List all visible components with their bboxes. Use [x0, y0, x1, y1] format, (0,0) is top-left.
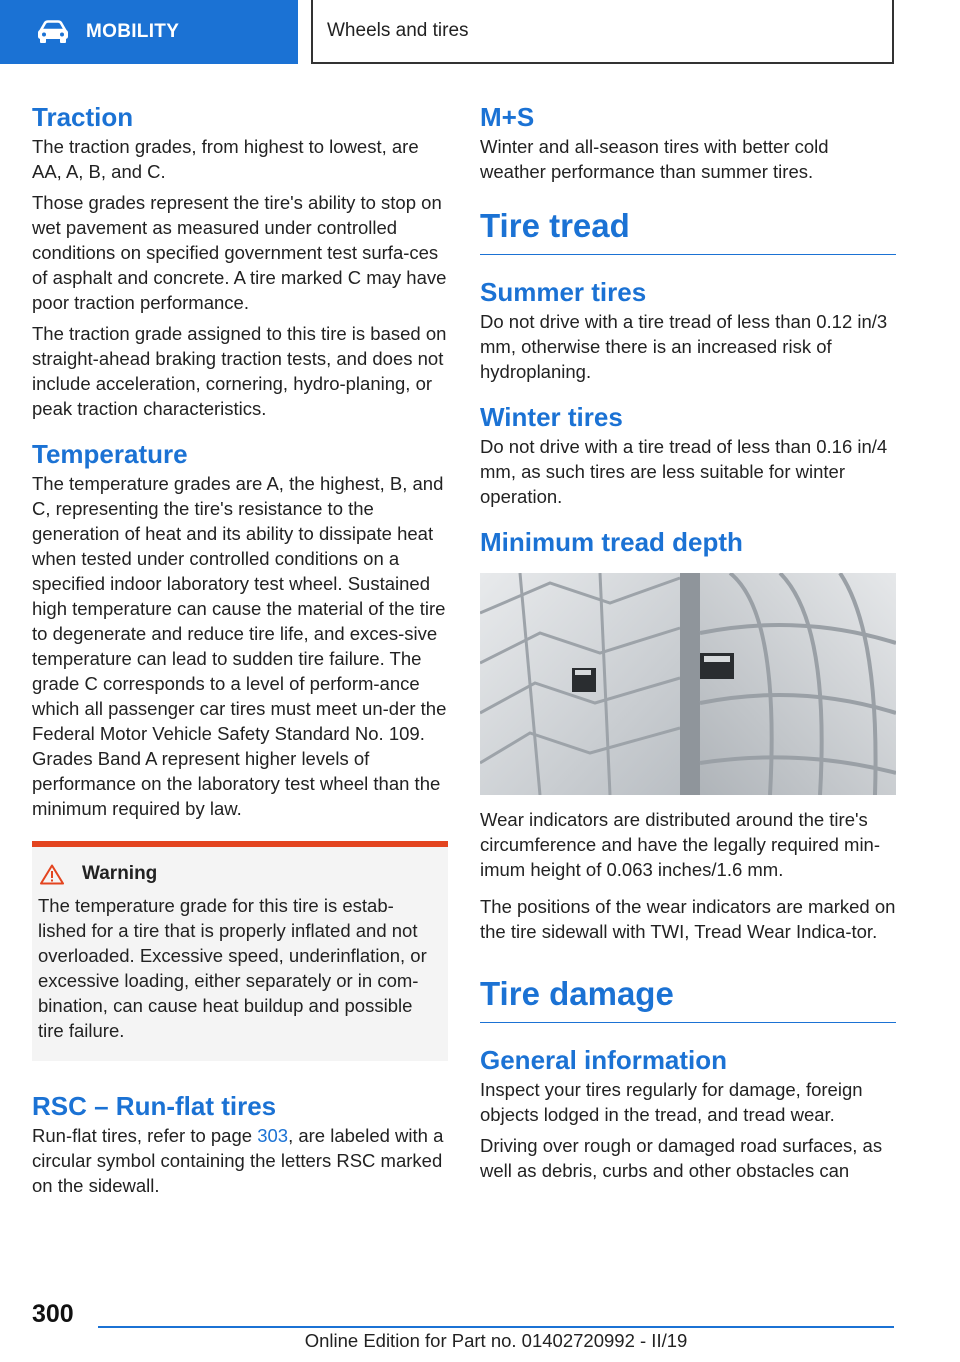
warning-box — [32, 847, 448, 1061]
rsc-text-after: , are labeled with a circular symbol containing the letters RSC marked on the sidewall. — [32, 1125, 444, 1196]
tire-damage-heading: Tire damage — [480, 972, 896, 1023]
section-tab[interactable] — [0, 0, 298, 64]
traction-paragraph-2: Those grades represent the tire's ability to stop on wet pavement as measured under controlled conditions on specified government test surfa‐ces of asphalt and concrete. A tire marked C may have poor traction performance. — [32, 192, 447, 313]
page-link-303[interactable]: 303 — [257, 1125, 289, 1146]
temperature-heading: Temperature — [32, 439, 188, 469]
tire-damage-paragraph-1: Inspect your tires regularly for damage, foreign objects lodged in the tread, and tread wear. — [480, 1079, 863, 1125]
warning-icon — [40, 864, 64, 885]
page-number: 300 — [32, 1300, 74, 1328]
tire-tread-heading: Tire tread — [480, 204, 896, 255]
rsc-paragraph — [32, 1123, 448, 1198]
rsc-text-before: Run-flat tires, refer to page — [32, 1125, 258, 1146]
temperature-paragraph: The temperature grades are A, the highest, B, and C, representing the tire's resistance to the generation of heat and its ability to dissipate heat when tested under controlled conditions on a specified indoor laboratory test wheel. Sustained high temperature can cause the material of the tire to degenerate and reduce tire life, and exces‐sive temperature can lead to sudden tire failure. The grade C corresponds to a level of perform‐ance which all passenger car tires must meet un‐der the Federal Motor Vehicle Safety Standard No. 109. Grades Band A represent higher levels of performance on the laboratory test wheel than the minimum required by law. — [32, 473, 447, 819]
traction-paragraph-1: The traction grades, from highest to lowest, are AA, A, B, and C. — [32, 136, 419, 182]
summer-tires-heading: Summer tires — [480, 277, 647, 307]
ms-paragraph: Winter and all-season tires with better cold weather performance than summer tires. — [480, 136, 829, 182]
traction-heading: Traction — [32, 102, 134, 132]
warning-title: Warning — [82, 863, 158, 884]
warning-text: The temperature grade for this tire is estab‐lished for a tire that is properly inflated and not overloaded. Excessive speed, underinflation, or excessive loading, either separately or in com‐bination, can cause heat buildup and possible tire failure. — [38, 895, 427, 1041]
winter-tires-heading: Winter tires — [480, 402, 623, 432]
rsc-heading: RSC – Run-flat tires — [32, 1091, 277, 1121]
ms-heading: M+S — [480, 102, 535, 132]
footer-edition: Online Edition for Part no. 01402720992 - II/19 — [304, 1330, 688, 1351]
winter-tires-paragraph: Do not drive with a tire tread of less than 0.16 in/4 mm, as such tires are less suitable for winter operation. — [480, 436, 888, 507]
summer-tires-paragraph: Do not drive with a tire tread of less than 0.12 in/3 mm, otherwise there is an increased risk of hydroplaning. — [480, 311, 888, 382]
left-column — [32, 100, 448, 1198]
footer-rule — [98, 1326, 894, 1328]
traction-paragraph-3: The traction grade assigned to this tire is based on straight-ahead braking traction tests, and does not include acceleration, cornering, hydro‐planing, or peak traction characteristics. — [32, 323, 447, 419]
general-info-heading: General information — [480, 1045, 728, 1075]
car-icon — [36, 20, 70, 44]
min-tread-heading: Minimum tread depth — [480, 527, 743, 557]
chapter-header — [311, 0, 894, 64]
tire-damage-paragraph-2: Driving over rough or damaged road surfaces, as well as debris, curbs and other obstacles can — [480, 1135, 883, 1181]
min-tread-paragraph-2: The positions of the wear indicators are marked on the tire sidewall with TWI, Tread Wear Indica‐tor. — [480, 896, 896, 942]
chapter-title: Wheels and tires — [327, 20, 469, 41]
right-column — [480, 100, 896, 1183]
min-tread-paragraph-1: Wear indicators are distributed around the tire's circumference and have the legally required min‐imum height of 0.063 inches/1.6 mm. — [480, 809, 881, 880]
tire-tread-illustration — [480, 573, 896, 795]
section-label: MOBILITY — [86, 21, 180, 42]
